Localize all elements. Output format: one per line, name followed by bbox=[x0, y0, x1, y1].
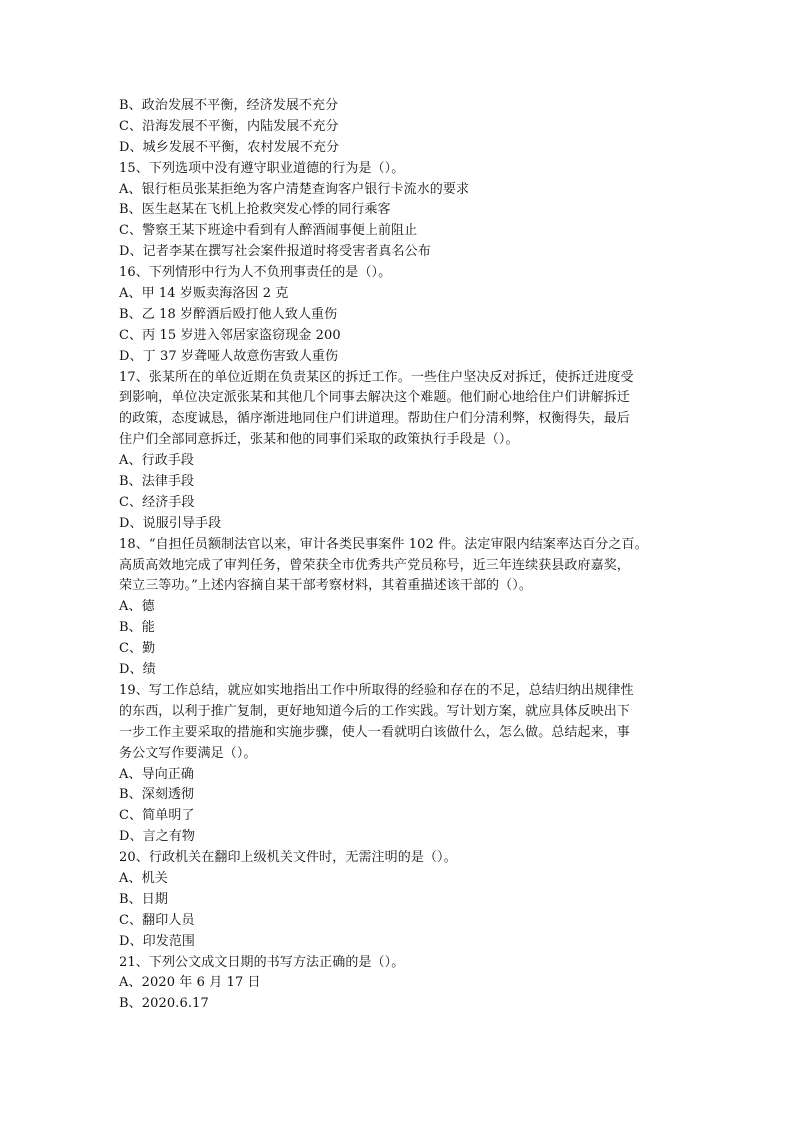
option-16-a: A、甲 14 岁贩卖海洛因 2 克 bbox=[119, 286, 289, 302]
question-17-line-4: 住户们全部同意拆迁，张某和他的同事们采取的政策执行手段是（）。 bbox=[119, 432, 519, 448]
option-16-b: B、乙 18 岁醉酒后殴打他人致人重伤 bbox=[119, 306, 338, 322]
question-18-line-1: 18、“自担任员额制法官以来，审计各类民事案件 102 件。法定审限内结案率达百分之百。 bbox=[119, 536, 648, 552]
option-15-c: C、警察王某下班途中看到有人醉酒闹事便上前阻止 bbox=[119, 223, 418, 239]
question-17-line-1: 17、张某所在的单位近期在负责某区的拆迁工作。一些住户坚决反对拆迁，使拆迁进度受 bbox=[119, 369, 634, 385]
option-14-d: D、城乡发展不平衡，农村发展不充分 bbox=[119, 139, 340, 155]
option-14-c: C、沿海发展不平衡，内陆发展不充分 bbox=[119, 118, 339, 134]
option-19-a: A、导向正确 bbox=[119, 766, 194, 782]
question-15: 15、下列选项中没有遵守职业道德的行为是（）。 bbox=[119, 160, 405, 176]
option-15-d: D、记者李某在撰写社会案件报道时将受害者真名公布 bbox=[119, 244, 431, 260]
question-19-line-4: 务公文写作要满足（）。 bbox=[119, 745, 257, 761]
option-20-c: C、翻印人员 bbox=[119, 912, 195, 928]
option-17-c: C、经济手段 bbox=[119, 494, 195, 510]
question-19-line-2: 的东西，以利于推广复制，更好地知道今后的工作实践。写计划方案，就应具体反映出下 bbox=[119, 703, 630, 719]
option-20-a: A、机关 bbox=[119, 870, 168, 886]
option-19-c: C、简单明了 bbox=[119, 808, 195, 824]
question-17-line-3: 的政策，态度诚恳，循序渐进地同住户们讲道理。帮助住户们分清利弊，权衡得失，最后 bbox=[119, 411, 630, 427]
question-18-line-3: 荣立三等功。”上述内容摘自某干部考察材料，其着重描述该干部的（）。 bbox=[119, 578, 532, 594]
question-20: 20、行政机关在翻印上级机关文件时，无需注明的是（）。 bbox=[119, 850, 457, 866]
option-20-d: D、印发范围 bbox=[119, 933, 196, 949]
option-14-b: B、政治发展不平衡，经济发展不充分 bbox=[119, 98, 339, 113]
question-18-line-2: 高质高效地完成了审判任务，曾荣获全市优秀共产党员称号，近三年连续获县政府嘉奖， bbox=[119, 557, 630, 573]
question-19-line-3: 一步工作主要采取的措施和实施步骤，使人一看就明白该做什么，怎么做。总结起来，事 bbox=[119, 724, 630, 740]
option-18-d: D、绩 bbox=[119, 662, 156, 678]
document-page bbox=[119, 96, 679, 1015]
option-17-a: A、行政手段 bbox=[119, 453, 194, 469]
option-21-b: B、2020.6.17 bbox=[119, 996, 209, 1012]
question-17-line-2: 到影响，单位决定派张某和其他几个同事去解决这个难题。他们耐心地给住户们讲解拆迁 bbox=[119, 390, 630, 406]
option-19-d: D、言之有物 bbox=[119, 829, 196, 845]
option-16-c: C、丙 15 岁进入邻居家盗窃现金 200 bbox=[119, 327, 341, 343]
option-15-a: A、银行柜员张某拒绝为客户清楚查询客户银行卡流水的要求 bbox=[119, 181, 470, 197]
option-16-d: D、丁 37 岁聋哑人故意伤害致人重伤 bbox=[119, 348, 339, 364]
question-19-line-1: 19、写工作总结，就应如实地指出工作中所取得的经验和存在的不足，总结归纳出规律性 bbox=[119, 682, 634, 698]
option-18-c: C、勤 bbox=[119, 641, 156, 657]
option-17-b: B、法律手段 bbox=[119, 474, 195, 490]
option-21-a: A、2020 年 6 月 17 日 bbox=[119, 975, 261, 991]
option-18-a: A、德 bbox=[119, 599, 155, 615]
question-16: 16、下列情形中行为人不负刑事责任的是（）。 bbox=[119, 265, 392, 281]
option-19-b: B、深刻透彻 bbox=[119, 787, 195, 803]
option-17-d: D、说服引导手段 bbox=[119, 515, 222, 531]
question-21: 21、下列公文成文日期的书写方法正确的是（）。 bbox=[119, 954, 405, 970]
option-18-b: B、能 bbox=[119, 620, 155, 636]
option-15-b: B、医生赵某在飞机上抢救突发心悸的同行乘客 bbox=[119, 202, 391, 218]
option-20-b: B、日期 bbox=[119, 891, 168, 907]
